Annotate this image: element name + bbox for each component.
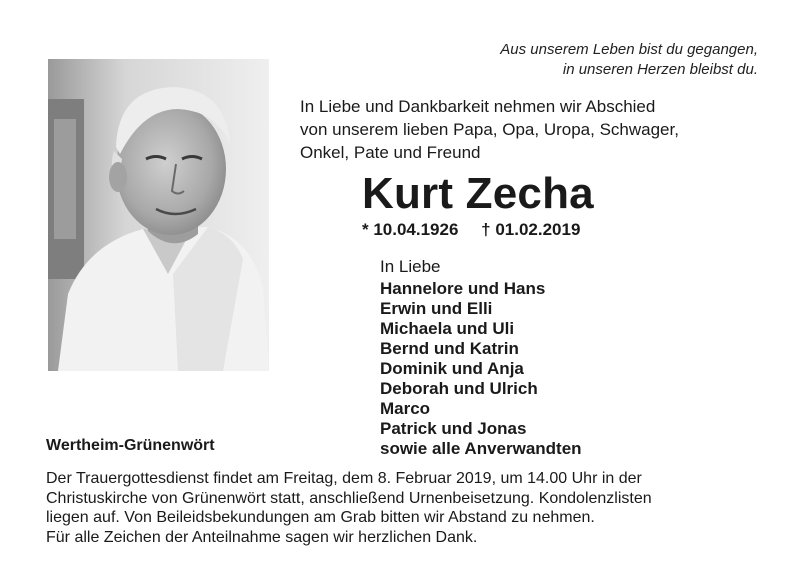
mourner-entry: Patrick und Jonas <box>380 419 527 438</box>
motto-line: Aus unserem Leben bist du gegangen, <box>500 41 758 58</box>
intro-line: von unserem lieben Papa, Opa, Uropa, Schwager, <box>300 120 679 139</box>
motto-quote <box>500 40 758 80</box>
mourners-lead: In Liebe <box>380 257 441 276</box>
service-notice <box>46 469 766 547</box>
intro-line: Onkel, Pate und Freund <box>300 143 481 162</box>
portrait-image <box>48 59 269 371</box>
notice-line: liegen auf. Von Beileidsbekundungen am Grab bitten wir Abstand zu nehmen. <box>46 509 595 526</box>
portrait-photo <box>48 59 269 371</box>
motto-line: in unseren Herzen bleibst du. <box>562 61 758 78</box>
notice-line: Für alle Zeichen der Anteilnahme sagen wir herzlichen Dank. <box>46 528 478 546</box>
mourner-entry: Dominik und Anja <box>380 359 524 378</box>
place-name: Wertheim-Grünenwört <box>46 437 215 454</box>
mourner-entry: Michaela und Uli <box>380 319 515 338</box>
notice-line: Der Trauergottesdienst findet am Freitag, dem 8. Februar 2019, um 14.00 Uhr in der <box>46 470 642 487</box>
intro-line: In Liebe und Dankbarkeit nehmen wir Abschied <box>300 97 656 116</box>
mourner-entry: Erwin und Elli <box>380 299 493 318</box>
mourners-list <box>380 257 582 459</box>
birth-date: * 10.04.1926 <box>362 220 459 239</box>
mourner-entry: sowie alle Anverwandten <box>380 439 582 458</box>
notice-line: Christuskirche von Grünenwört statt, anschließend Urnenbeisetzung. Kondolenzlisten <box>46 489 652 507</box>
mourner-entry: Deborah und Ulrich <box>380 379 538 398</box>
mourner-entry: Marco <box>380 399 431 418</box>
mourner-entry: Bernd und Katrin <box>380 339 519 358</box>
farewell-intro <box>300 95 679 164</box>
mourner-entry: Hannelore und Hans <box>380 279 546 298</box>
deceased-name: Kurt Zecha <box>362 169 594 218</box>
death-date: † 01.02.2019 <box>481 220 581 239</box>
life-dates <box>362 220 580 240</box>
